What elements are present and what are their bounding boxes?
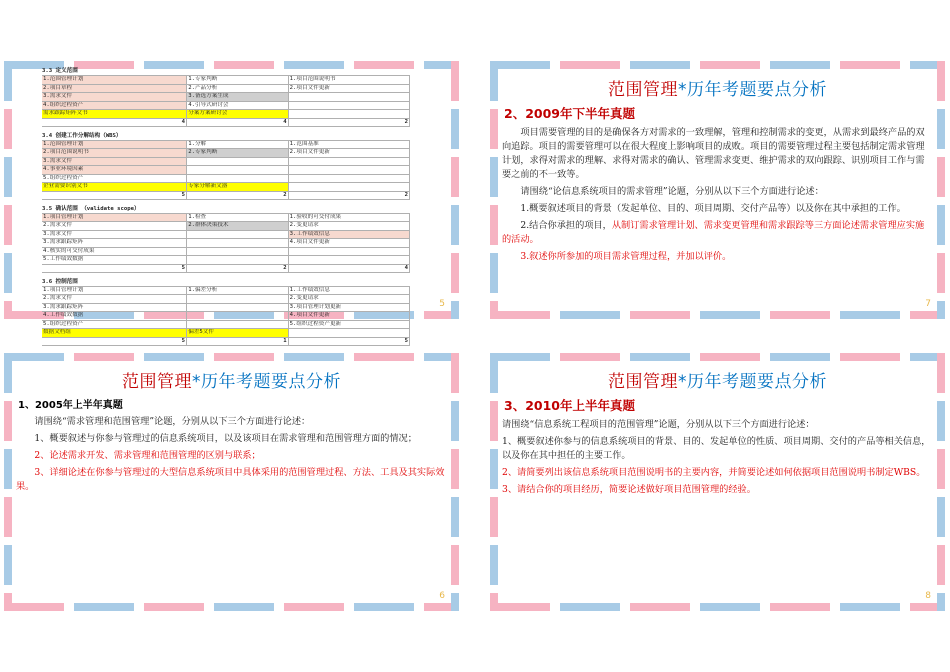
slide-title: 范围管理*历年考题要点分析 [608,80,827,100]
table-cell: 1.项目管理计划 [42,287,187,295]
totals-row [42,118,410,127]
table-cell: 1.项目管理计划 [42,214,187,222]
total-cell: 5 [289,338,410,345]
section-header: 3.5 确认范围 （validate scope） [42,205,140,212]
table-cell: 4.工作绩效数据 [42,312,187,320]
table-cell: 企业需要识别文书 [42,183,187,191]
table-cell [187,295,288,303]
table-cell [289,93,410,101]
slide-2009-exam [490,61,945,319]
table-cell: 1.范围管理计划 [42,141,187,149]
table-cell: 2.项目文件更新 [289,149,410,157]
total-cell: 5 [42,338,187,345]
slide-scope-process-table [4,61,459,344]
table-row [42,157,410,166]
section-header: 3.6 控制范围 [42,278,78,285]
list-item: 3、请结合你的项目经历，简要论述做好项目范围管理的经验。 [502,484,756,495]
table-cell [187,321,288,329]
table-cell: 1.工作绩效信息 [289,287,410,295]
totals-row [42,191,410,200]
table-cell: 1.分解 [187,141,288,149]
total-cell: 2 [289,119,410,126]
table-cell: 2.产品分析 [187,85,288,93]
table-row [42,294,410,303]
list-item: 3、详细论述在你参与管理过的大型信息系统项目中具体采用的范围管理过程、方法、工具及其实际效果。 [16,467,445,492]
table-cell: 1.专家判断 [187,76,288,84]
section-header: 3.3 定义范围 [42,68,78,74]
table-cell [187,166,288,174]
page-number: 6 [439,591,445,601]
table-cell: 专家分解新文器 [187,183,288,191]
table-cell [187,239,288,247]
list-item: 2、请简要列出该信息系统项目范围说明书的主要内容，并简要论述如何依据项目范围说明书制定WBS。 [502,467,926,478]
table-cell: 1.验收的可交付成果 [289,214,410,222]
table-cell: 偏差5文件 [187,329,288,337]
table-cell [187,248,288,256]
slide-2010-exam [490,353,945,611]
list-item: 2.结合你承担的项目，从制订需求管理计划、需求变更管理和需求跟踪等三方面论述需求管理应实施的活动。 [502,220,925,245]
table-cell: 分案方案研讨会 [187,110,288,118]
list-item: 3.叙述你所参加的项目需求管理过程，并加以评价。 [520,251,732,262]
table-row [42,230,410,239]
table-cell [289,256,410,264]
table-cell: 3.需求文件 [42,93,187,101]
table-cell: 3.工作绩效信息 [289,231,410,239]
table-row [42,92,410,101]
table-cell [289,329,410,337]
table-cell: 3.需求文件 [42,158,187,166]
table-row [42,84,410,93]
total-cell: 5 [42,265,187,272]
table-cell: 3.需求跟踪矩阵 [42,304,187,312]
table-cell: 2.需求文件 [42,295,187,303]
total-cell: 4 [289,265,410,272]
table-cell: 2.变更请求 [289,295,410,303]
totals-row [42,337,410,346]
slide-2005-exam [4,353,459,611]
paragraph: 请围绕“论信息系统项目的需求管理”论题，分别从以下三个方面进行论述： [520,186,824,197]
table-cell [187,304,288,312]
table-row [42,182,410,191]
table-cell: 4.事业环境因素 [42,166,187,174]
table-cell: 数据文档组 [42,329,187,337]
table-row [42,174,410,183]
table-cell [187,312,288,320]
slide-title: 范围管理*历年考题要点分析 [608,372,827,392]
page-number: 5 [439,299,445,309]
paragraph: 项目需要管理的目的是确保各方对需求的一致理解，管理和控制需求的变更，从需求到最终产品的双向追踪。项目的需要管理可以在很大程度上影响项目的成败。项目的需要管理过程主要包括制定需求管理计划，求得对需求的理解、求得对需求的确认、管理需求变更、维护需求的双向跟踪、识别项目工作与需要之前的不一致等。 [502,127,925,180]
exam-heading: 3、2010年上半年真题 [504,398,635,413]
table-row [42,165,410,174]
table-cell: 4.引导式研讨会 [187,102,288,110]
table-row [42,101,410,110]
total-cell: 1 [187,338,289,345]
table-cell: 1.范围基准 [289,141,410,149]
table-row [42,213,410,222]
table-cell: 5.组织过程资产 [42,175,187,183]
table-cell: 2.项目范围说明书 [42,149,187,157]
table-row [42,328,410,337]
list-item: 2、论述需求开发、需求管理和范围管理的区别与联系； [34,450,261,461]
list-item: 1、概要叙述你参与的信息系统项目的背景、目的、发起单位的性质、项目周期、交付的产品等相关信息，以及你在其中担任的主要工作。 [502,436,931,461]
table-cell [187,231,288,239]
table-row [42,140,410,149]
table-cell: 3.需求文件 [42,231,187,239]
table-cell: 4.项目文件更新 [289,312,410,320]
table-row [42,255,410,264]
table-cell: 3.备选方案生成 [187,93,288,101]
table-cell: 5.组织过程资产更新 [289,321,410,329]
table-row [42,320,410,329]
table-row [42,238,410,247]
table-cell [289,183,410,191]
table-row [42,148,410,157]
table-cell [289,166,410,174]
table-row [42,221,410,230]
table-cell: 2.项目章程 [42,85,187,93]
table-cell: 4.组织过程资产 [42,102,187,110]
total-cell: 2 [187,192,289,199]
table-cell [289,158,410,166]
table-cell [289,248,410,256]
table-cell: 2.变更请求 [289,222,410,230]
table-cell: 1.检查 [187,214,288,222]
slide-title: 范围管理*历年考题要点分析 [122,372,341,392]
total-cell: 2 [289,192,410,199]
table-cell: 2.群体决策技术 [187,222,288,230]
exam-heading: 1、2005年上半年真题 [18,400,123,411]
table-cell: 1.偏差分析 [187,287,288,295]
total-cell: 2 [187,265,289,272]
table-cell [187,158,288,166]
table-cell: 3.项目管理计划更新 [289,304,410,312]
table-cell [289,175,410,183]
table-cell: 1.范围管理计划 [42,76,187,84]
table-cell: 4.核实的可交付成果 [42,248,187,256]
table-row [42,109,410,118]
totals-row [42,264,410,273]
table-cell [187,175,288,183]
table-cell: 3.需求跟踪矩阵 [42,239,187,247]
table-cell: 2.需求文件 [42,222,187,230]
table-cell [187,256,288,264]
list-item: 1、概要叙述与你参与管理过的信息系统项目，以及该项目在需求管理和范围管理方面的情况； [34,433,417,444]
table-cell [289,102,410,110]
table-cell: 4.项目文件更新 [289,239,410,247]
table-cell: 需求跟踪矩阵文书 [42,110,187,118]
total-cell: 5 [42,192,187,199]
page-number: 8 [925,591,931,601]
table-cell: 5.工作绩效数据 [42,256,187,264]
table-cell: 2.专家判断 [187,149,288,157]
list-item: 1.概要叙述项目的背景（发起单位、目的、项目周期、交付产品等）以及你在其中承担的工作。 [520,203,906,214]
section-header: 3.4 创建工作分解结构（WBS） [42,132,122,139]
table-cell [289,110,410,118]
paragraph: 请围绕“信息系统工程项目的范围管理”论题，分别从以下三个方面进行论述： [502,419,815,430]
table-row [42,286,410,295]
table-cell: 2.项目文件更新 [289,85,410,93]
process-table [42,67,410,351]
table-row [42,311,410,320]
table-row [42,303,410,312]
table-cell: 1.项目范围说明书 [289,76,410,84]
exam-heading: 2、2009年下半年真题 [504,106,635,121]
table-cell: 5.组织过程资产 [42,321,187,329]
paragraph: 请围绕“需求管理和范围管理”论题，分别从以下三个方面进行论述： [34,416,311,427]
table-row [42,247,410,256]
total-cell: 4 [42,119,187,126]
page-number: 7 [925,299,931,309]
total-cell: 4 [187,119,289,126]
table-row [42,75,410,84]
